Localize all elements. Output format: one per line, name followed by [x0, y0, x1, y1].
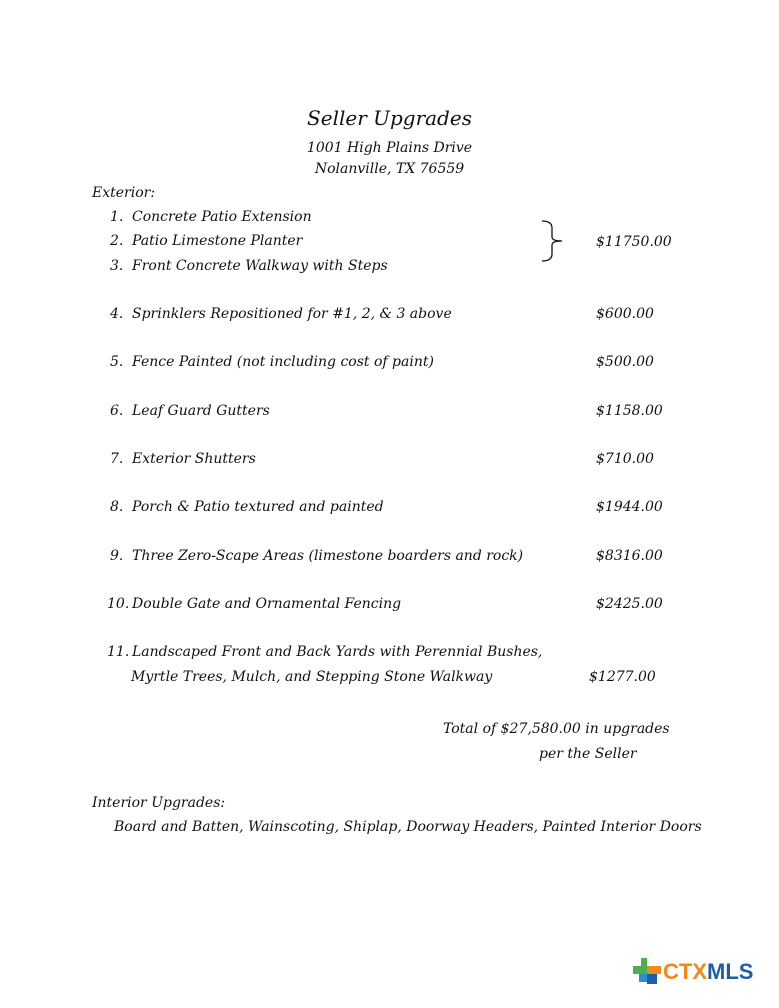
item-text: Leaf Guard Gutters — [132, 403, 270, 419]
item-text: Porch & Patio textured and painted — [132, 499, 384, 515]
item-number: 1. — [110, 209, 124, 225]
item-number: 5. — [110, 354, 124, 370]
item-number: 8. — [110, 499, 124, 515]
item-text: Landscaped Front and Back Yards with Perennial Bushes, — [132, 644, 543, 660]
item-number: 11. — [107, 644, 130, 660]
item-number: 10. — [107, 596, 130, 612]
interior-heading: Interior Upgrades: — [92, 795, 226, 811]
item-number: 2. — [110, 233, 124, 249]
item-text: Three Zero-Scape Areas (limestone boarders and rock) — [132, 548, 524, 564]
item-number: 3. — [110, 258, 124, 274]
item-text: Front Concrete Walkway with Steps — [132, 258, 388, 274]
item-amount: $2425.00 — [596, 596, 663, 612]
address-line-2: Nolanville, TX 76559 — [314, 161, 465, 177]
item-amount: $710.00 — [596, 451, 654, 467]
item-amount: $1277.00 — [589, 669, 656, 685]
item-amount: $600.00 — [596, 306, 654, 322]
item-amount: $1944.00 — [596, 499, 663, 515]
item-text: Patio Limestone Planter — [132, 233, 303, 249]
logo-ctx: CTX — [663, 959, 707, 984]
item-amount: $1158.00 — [596, 403, 663, 419]
texas-map-icon — [633, 958, 663, 986]
item-text: Exterior Shutters — [132, 451, 256, 467]
item-number: 9. — [110, 548, 124, 564]
item-text-continued: Myrtle Trees, Mulch, and Stepping Stone Walkway — [131, 669, 493, 685]
item-text: Sprinklers Repositioned for #1, 2, & 3 above — [132, 306, 452, 322]
exterior-heading: Exterior: — [92, 185, 156, 201]
total-line-1: Total of $27,580.00 in upgrades — [443, 721, 670, 737]
ctxmls-logo — [633, 958, 753, 986]
item-amount: $8316.00 — [596, 548, 663, 564]
item-number: 6. — [110, 403, 124, 419]
item-text: Concrete Patio Extension — [132, 209, 312, 225]
item-amount: $500.00 — [596, 354, 654, 370]
address-line-1: 1001 High Plains Drive — [306, 140, 473, 156]
total-line-2: per the Seller — [539, 746, 637, 762]
logo-mls: MLS — [707, 959, 754, 984]
group-amount: $11750.00 — [596, 234, 672, 250]
interior-text: Board and Batten, Wainscoting, Shiplap, Doorway Headers, Painted Interior Doors — [114, 819, 702, 835]
item-number: 4. — [110, 306, 124, 322]
brace-icon — [540, 220, 564, 262]
page-title: Seller Upgrades — [307, 106, 472, 130]
item-text: Double Gate and Ornamental Fencing — [132, 596, 402, 612]
item-text: Fence Painted (not including cost of paint) — [132, 354, 434, 370]
item-number: 7. — [110, 451, 124, 467]
